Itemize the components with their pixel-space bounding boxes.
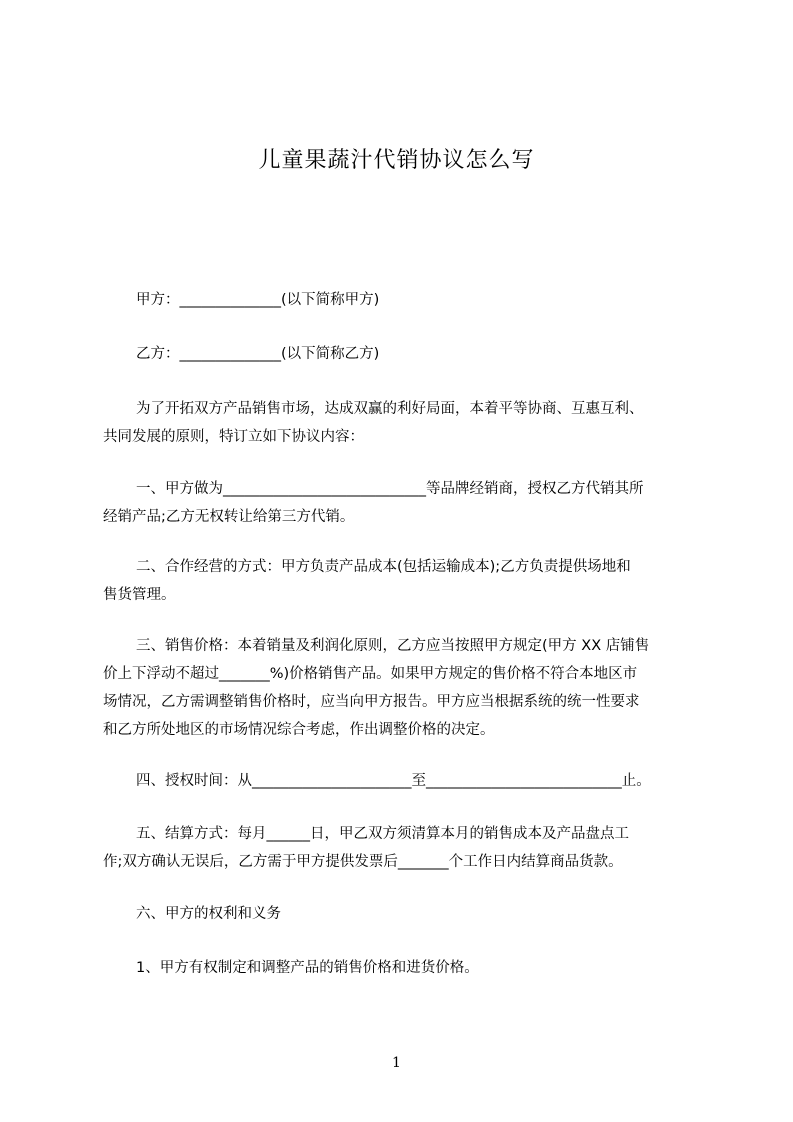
clause-2-line-1: 二、合作经营的方式：甲方负责产品成本(包括运输成本);乙方负责提供场地和: [136, 559, 631, 575]
intro-paragraph: [103, 395, 703, 451]
page-number: 1: [392, 1055, 401, 1071]
party-b-line: 乙方：______________(以下简称乙方): [136, 346, 380, 362]
clause-1-line-1: 一、甲方做为____________________________等品牌经销商，授权乙方代销其所: [136, 481, 644, 497]
clause-3-paragraph: [103, 632, 703, 744]
intro-line-1: 为了开拓双方产品销售市场，达成双赢的利好局面，本着平等协商、互惠互利、: [136, 401, 644, 417]
clause-3-line-2: 价上下浮动不超过_______%)价格销售产品。如果甲方规定的售价格不符合本地区市: [103, 666, 638, 682]
clause-2-line-2: 售货管理。: [103, 587, 176, 603]
clause-5-paragraph: [103, 820, 703, 876]
clause-5-line-1: 五、结算方式：每月______日，甲乙双方须清算本月的销售成本及产品盘点工: [136, 826, 629, 842]
clause-3-line-1: 三、销售价格：本着销量及利润化原则，乙方应当按照甲方规定(甲方 XX 店铺售: [136, 638, 650, 654]
clause-5-line-2: 作;双方确认无误后，乙方需于甲方提供发票后_______个工作日内结算商品货款。: [103, 854, 623, 870]
party-a-line: 甲方：______________(以下简称甲方): [136, 292, 380, 308]
clause-3-line-4: 和乙方所处地区的市场情况综合考虑，作出调整价格的决定。: [103, 722, 495, 738]
document-title: 儿童果蔬汁代销协议怎么写: [258, 148, 535, 173]
clause-2-paragraph: [103, 553, 703, 609]
clause-1-line-2: 经销产品;乙方无权转让给第三方代销。: [103, 509, 355, 525]
clause-4-line: 四、授权时间：从______________________至___________________________止。: [136, 773, 651, 789]
intro-line-2: 共同发展的原则，特订立如下协议内容：: [103, 429, 364, 445]
clause-1-paragraph: [103, 475, 703, 531]
clause-6-item-1: 1、甲方有权制定和调整产品的销售价格和进货价格。: [136, 960, 479, 976]
clause-6-heading: 六、甲方的权利和义务: [136, 906, 281, 922]
clause-3-line-3: 场情况，乙方需调整销售价格时，应当向甲方报告。甲方应当根据系统的统一性要求: [103, 694, 640, 710]
